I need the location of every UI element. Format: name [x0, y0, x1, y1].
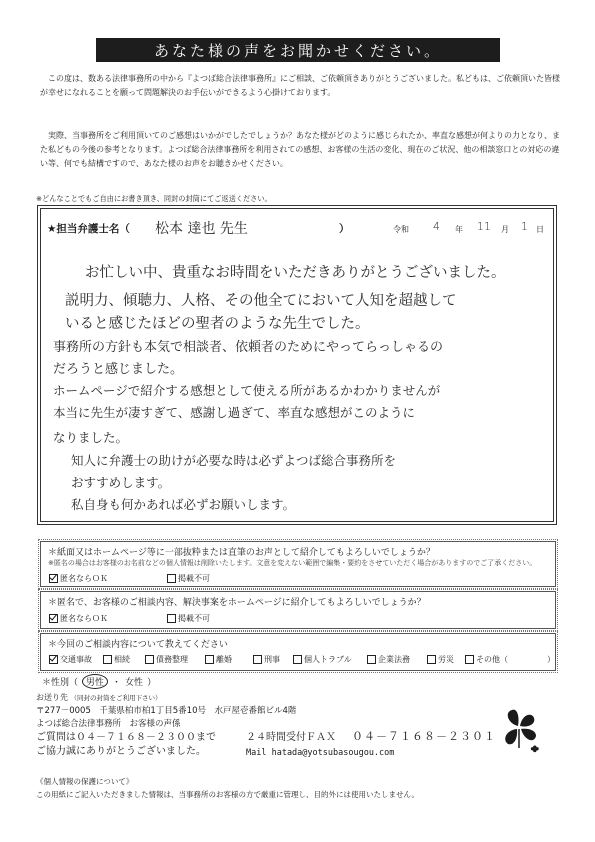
send-to-label: お送り先 [36, 693, 68, 702]
option-divorce[interactable]: 離婚 [205, 654, 232, 665]
gender-male[interactable]: 男性 [82, 674, 108, 689]
checkbox-anonymous-ok[interactable] [49, 574, 58, 583]
other-close: ） [547, 655, 555, 664]
comment-line: 事務所の方針も本気で相談者、依頼者のためにやってらっしゃるの [53, 340, 444, 355]
comment-line: いると感じたほどの聖者のような先生でした。 [65, 316, 370, 332]
checkbox-case-anonymous-ok[interactable] [49, 614, 58, 623]
date-era: 令和 [393, 225, 409, 234]
comment-line: 知人に弁護士の助けが必要な時は必ずよつば総合事務所を [71, 453, 397, 468]
clover-logo-icon [490, 702, 550, 762]
intro-paragraph-2: 実際、当事務所をご利用頂いてのご感想はいかがでしたでしょうか？あなた様がどのように感じられたか、率直な感想が何よりの力となり、また私どもの今後の参考となります。よつば総合法律事務所を利用されての感想、お客様の生活の変化、現在のご状況、他の相談窓口との対応の違い等、何でも結構ですので、あなた様のお声をお聴きかせください。 [40, 131, 560, 168]
checkbox-criminal[interactable] [253, 655, 262, 664]
comment-line: なりました。 [53, 430, 129, 445]
comment-box [40, 208, 554, 522]
question-consult-type-box [40, 633, 556, 671]
lawyer-label: ★担当弁護士名（ [47, 223, 130, 235]
option-not-allowed[interactable]: 掲載不可 [167, 573, 210, 584]
address: 〒277－0005 千葉県柏市柏1丁目5番10号 水戸屋壱番館ビル4階 [36, 706, 297, 716]
send-to-note: （同封の封筒をご利用下さい） [70, 694, 162, 702]
lawyer-close: ） [339, 223, 350, 235]
gender-separator: ・ [112, 678, 122, 688]
gender-label: ＊性別（ [42, 678, 79, 688]
option-traffic-accident[interactable]: 交通事故 [49, 654, 92, 665]
comment-line: 説明力、傾聴力、人格、その他全てにおいて人知を超越して [65, 293, 457, 309]
checkbox-other[interactable] [465, 655, 474, 664]
option-personal-trouble[interactable]: 個人トラブル [293, 654, 352, 665]
gender-close: ） [147, 678, 157, 688]
page-title: あなた様の声をお聞かせください。 [96, 38, 500, 62]
date-day: 1 [521, 220, 528, 233]
comment-line: 本当に先生が凄すぎて、感謝し過ぎて、率直な感想がこのように [53, 405, 416, 420]
lawyer-name: 松本 達也 先生 [155, 221, 248, 237]
mail-address[interactable]: Mail hatada@yotsubasougou.com [246, 748, 395, 758]
checkbox-labor-accident[interactable] [427, 655, 436, 664]
intro-text [40, 72, 560, 100]
date-day-unit: 日 [536, 225, 544, 234]
option-anonymous-ok[interactable]: 匿名ならＯＫ [49, 573, 108, 584]
send-to [36, 692, 162, 704]
intro-paragraph-1: この度は、数ある法律事務所の中から『よつば総合法律事務所』にご相談、ご依頼頂きありがとうございました。私どもは、ご依頼頂いた皆様が幸せになれることを願って問題解決のお手伝いができるよう心掛けております。 [40, 74, 560, 97]
comment-line: お忙しい中、貴重なお時間をいただきありがとうございました。 [85, 265, 506, 281]
question-publish-box [40, 541, 556, 587]
comment-line: 私自身も何かあれば必ずお願いします。 [71, 497, 296, 512]
option-debt[interactable]: 債務整理 [145, 654, 188, 665]
checkbox-not-allowed[interactable] [167, 574, 176, 583]
checkbox-case-not-allowed[interactable] [167, 614, 176, 623]
comment-line: おすすめします。 [71, 475, 171, 490]
checkbox-traffic-accident[interactable] [49, 655, 58, 664]
date-month-unit: 月 [501, 225, 509, 234]
option-criminal[interactable]: 刑事 [253, 654, 280, 665]
date-month: 11 [477, 220, 491, 233]
checkbox-divorce[interactable] [205, 655, 214, 664]
comment-line: だろうと感じました。 [53, 362, 184, 377]
date-year-unit: 年 [455, 225, 463, 234]
intro-text-2 [40, 129, 560, 171]
option-inheritance[interactable]: 相続 [103, 654, 130, 665]
checkbox-personal-trouble[interactable] [293, 655, 302, 664]
option-case-anonymous-ok[interactable]: 匿名ならＯＫ [49, 613, 108, 624]
comment-line: ホームページで紹介する感想として使える所があるかわかりませんが [53, 383, 441, 398]
option-corporate[interactable]: 企業法務 [367, 654, 410, 665]
option-labor-accident[interactable]: 労災 [427, 654, 454, 665]
question-publish-note: ※匿名の場合はお客様のお名前などの個人情報は削除いたします。文意を変えない範囲で編集・要約をさせていただく場合がありますのでご了承ください。 [48, 559, 537, 567]
privacy-text: この用紙にご記入いただきました情報は、当事務所のお客様の方で厳重に管理し、目的外には使用いたしません。 [36, 790, 419, 799]
checkbox-inheritance[interactable] [103, 655, 112, 664]
question-tel: ご質問は０４－７１６８－２３００まで [36, 732, 216, 743]
question-case-publish-box [40, 591, 556, 629]
question-publish-title: ＊紙面又はホームページ等に一部抜粋または直筆のお声として紹介してもよろしいでしょうか？ [48, 548, 435, 558]
gender-female[interactable]: 女性 [125, 678, 144, 688]
option-case-not-allowed[interactable]: 掲載不可 [167, 613, 210, 624]
fax-label: ２４時間受付ＦＡＸ [246, 732, 336, 743]
office-name: よつば総合法律事務所 お客様の声係 [36, 719, 181, 729]
checkbox-corporate[interactable] [367, 655, 376, 664]
thanks-text: ご協力誠にありがとうございました。 [36, 746, 206, 757]
date-year: 4 [433, 220, 440, 233]
gender-row [42, 674, 156, 689]
fax-number: ０４－７１６８－２３０１ [352, 730, 496, 743]
question-case-publish-title: ＊匿名で、お客様のご相談内容、解決事案をホームページに紹介してもよろしいでしょうか？ [48, 598, 426, 608]
privacy-title: 《個人情報の保護について》 [36, 777, 134, 786]
option-other[interactable]: その他（ [465, 654, 508, 665]
intro-note: ※どんなことでもご自由にお書き頂き、同封の封筒にてご返送ください。 [36, 194, 272, 203]
question-consult-type-title: ＊今回のご相談内容について教えてください [48, 640, 228, 650]
checkbox-debt[interactable] [145, 655, 154, 664]
